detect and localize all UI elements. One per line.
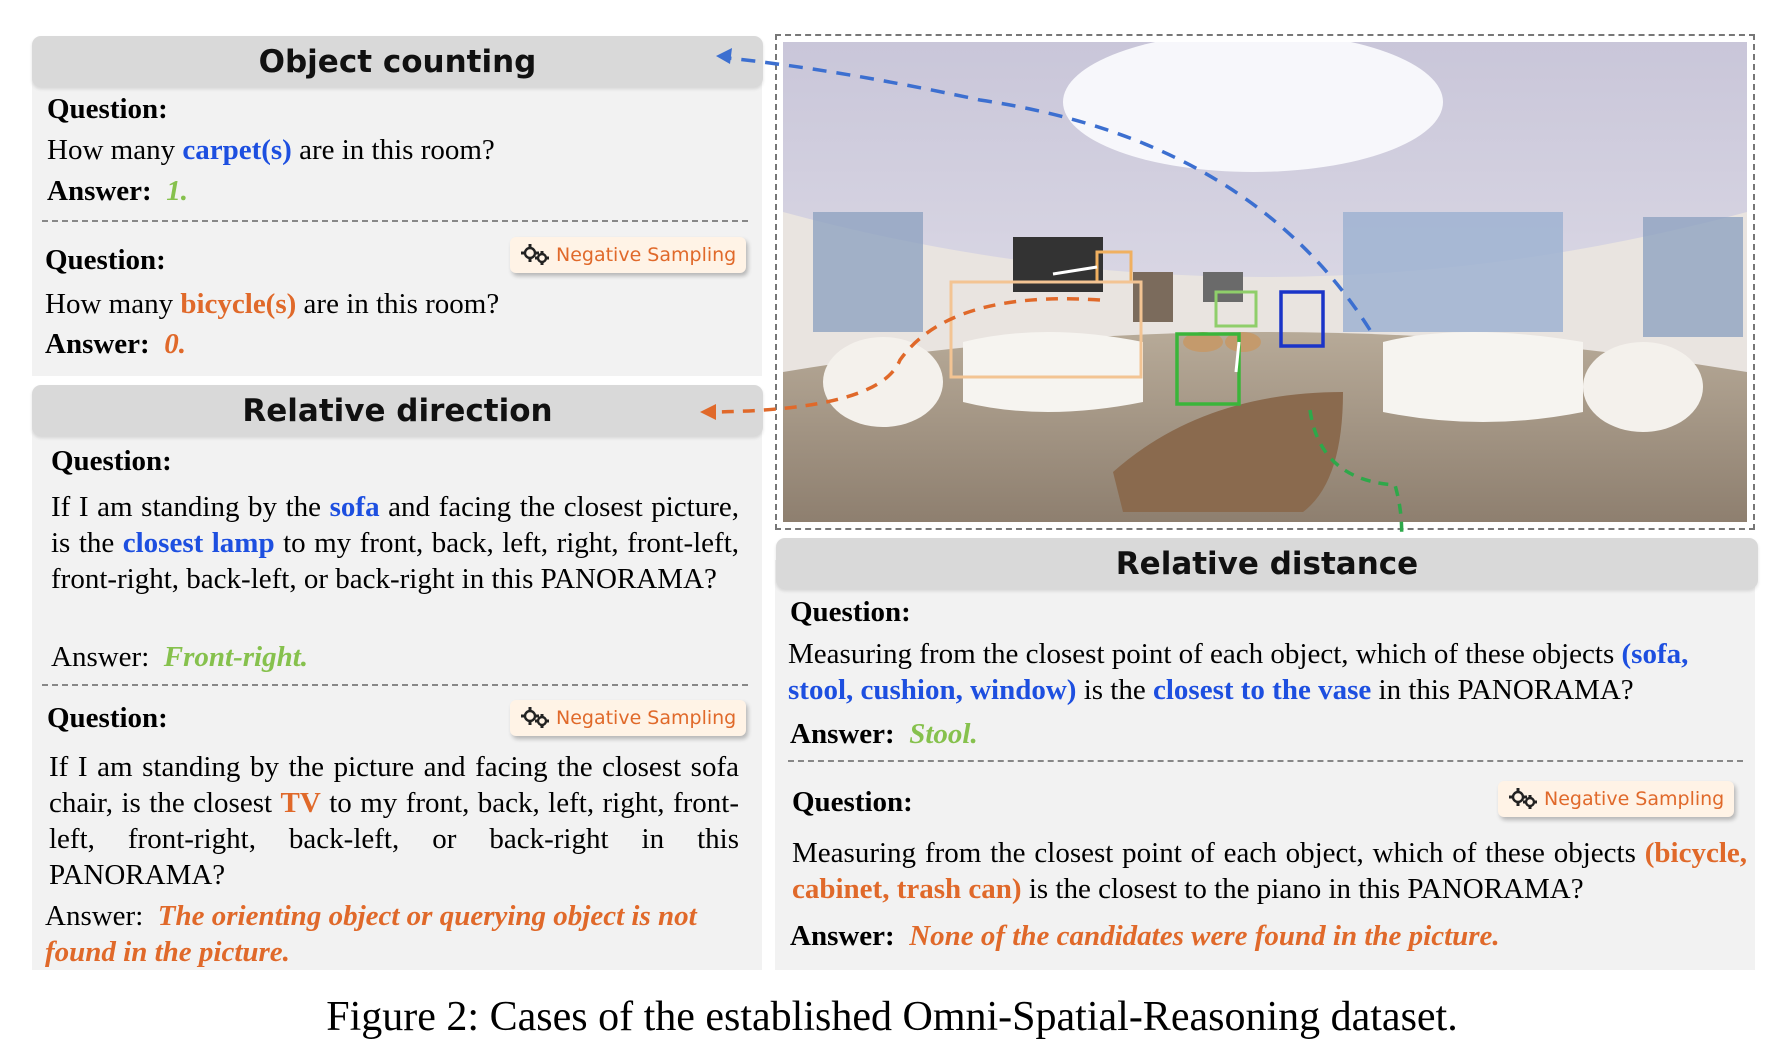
rd-q1-label: Question:	[51, 445, 172, 477]
object-counting-title: Object counting	[258, 43, 537, 80]
gears-icon	[1508, 787, 1538, 811]
rdist-q2-t1: Measuring from the closest point of each object, which of these objects	[792, 837, 1645, 869]
relative-distance-header	[776, 538, 1758, 589]
rdist-q2-text	[792, 835, 1747, 907]
rdist-q1-text	[788, 636, 1748, 708]
rdist-q1-t3: in this PANORAMA?	[1371, 674, 1634, 706]
oc-q2-pre: How many	[45, 288, 181, 320]
rdist-q1-t2: is the	[1076, 674, 1153, 706]
rd-q2-answer-value: The orienting object or querying object is not found in the picture.	[45, 900, 697, 968]
rd-q2-answer-label: Answer	[45, 900, 136, 932]
relative-direction-title: Relative direction	[242, 392, 553, 429]
oc-q1-pre: How many	[47, 134, 183, 166]
oc-q2-post: are in this room?	[296, 288, 500, 320]
rd-q2-t2: to my front, back, left, right, front-left, front-right, back-left, or back-right in this PANORAMA?	[49, 787, 739, 891]
rdist-q2-label: Question:	[792, 786, 913, 818]
rdist-divider	[788, 760, 1743, 762]
oc-q1-post: are in this room?	[291, 134, 495, 166]
rdist-q1-t1: Measuring from the closest point of each object, which of these objects	[788, 638, 1622, 670]
rd-q1-answer: Answer: Front-right.	[51, 641, 309, 673]
rdist-q2-t2: is the closest to the piano in this PANORAMA?	[1021, 873, 1584, 905]
rd-q2-tv: TV	[280, 787, 321, 819]
rd-q1-closest-lamp: closest lamp	[122, 527, 275, 559]
rdist-q2-answer	[790, 918, 1500, 954]
oc-q2-answer-value: 0.	[164, 328, 186, 360]
rdist-q2-candidates: (bicycle, cabinet, trash can)	[792, 837, 1747, 905]
oc-q1-target: carpet(s)	[182, 134, 292, 166]
rdist-q1-closest-to-vase: closest to the vase	[1153, 674, 1372, 706]
rd-q1-t2: and facing the closest picture, is the	[51, 491, 739, 559]
rd-q1-answer-label: Answer	[51, 641, 142, 673]
oc-q2-label: Question:	[45, 244, 166, 276]
rd-q2-label: Question:	[47, 702, 168, 734]
rdist-q1-answer	[790, 716, 978, 752]
relative-distance-title: Relative distance	[1115, 545, 1419, 582]
rdist-negative-sampling-label: Negative Sampling	[1544, 788, 1725, 810]
rdist-q1-candidates: (sofa, stool, cushion, window)	[788, 638, 1689, 706]
oc-q2-answer-label: Answer:	[45, 328, 150, 360]
rd-q1-t3: to my front, back, left, right, front-left, front-right, back-left, or back-right in this PANORAMA?	[51, 527, 739, 595]
oc-q2-target: bicycle(s)	[180, 288, 297, 320]
rdist-q1-answer-label: Answer:	[790, 718, 895, 750]
figure-caption: Figure 2: Cases of the established Omni-Spatial-Reasoning dataset.	[326, 994, 1458, 1040]
oc-q1-answer-label: Answer:	[47, 175, 152, 207]
rd-q2-t1: If I am standing by the picture and facing the closest sofa chair, is the closest	[49, 751, 739, 819]
rd-negative-sampling-label: Negative Sampling	[556, 707, 737, 729]
relative-distance-panel	[775, 560, 1755, 970]
rdist-negative-sampling-badge	[1498, 781, 1734, 817]
oc-q1-label: Question:	[47, 93, 168, 125]
rdist-q1-label: Question:	[790, 596, 911, 628]
rd-q2-answer: Answer: The orienting object or querying object is not found in the picture.	[45, 900, 697, 968]
rd-q1-sofa: sofa	[329, 491, 380, 523]
rd-q1-answer-value: Front-right.	[163, 641, 309, 673]
rd-q1-t1: If I am standing by the	[51, 491, 330, 523]
rdist-q2-answer-value: None of the candidates were found in the picture.	[909, 920, 1500, 952]
rdist-q2-answer-label: Answer:	[790, 920, 895, 952]
oc-q1-answer-value: 1.	[166, 175, 188, 207]
oc-negative-sampling-label: Negative Sampling	[556, 244, 737, 266]
rdist-q1-answer-value: Stool.	[909, 718, 978, 750]
